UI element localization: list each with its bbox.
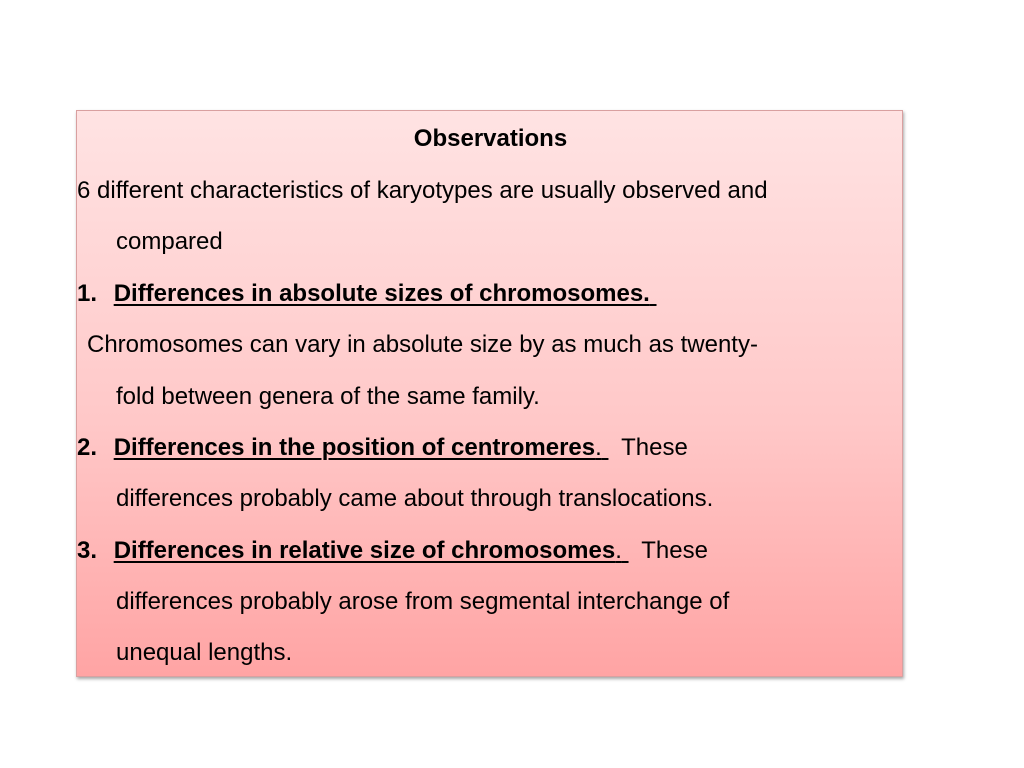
intro-line-2: compared: [116, 228, 223, 255]
intro-line-1: 6 different characteristics of karyotypes are usually observed and: [77, 177, 768, 204]
item-2-body-line: differences probably came about through translocations.: [116, 485, 714, 512]
item-2-heading-text: Differences in the position of centromeres: [113, 434, 596, 461]
item-3-heading-text: Differences in relative size of chromosomes: [113, 537, 616, 564]
item-2-heading-period: .: [595, 434, 602, 461]
item-3-heading-period: .: [615, 537, 622, 564]
item-2-heading-line: [77, 434, 688, 462]
item-1-body-line-2: fold between genera of the same family.: [116, 383, 540, 410]
item-3-trailing: These: [641, 537, 708, 564]
item-2-number: 2.: [77, 434, 98, 461]
item-3-number: 3.: [77, 537, 98, 564]
item-2-trailing: These: [621, 434, 688, 461]
item-1-heading-line: [77, 280, 657, 308]
observations-text-box: [76, 110, 903, 677]
item-1-heading: [114, 280, 657, 307]
item-1-number: 1.: [77, 280, 98, 307]
item-2-heading: [114, 434, 609, 461]
item-3-body-line-2: unequal lengths.: [116, 639, 293, 666]
slide-title: Observations: [413, 125, 568, 152]
item-3-heading-line: [77, 537, 708, 565]
item-1-body-line-1: Chromosomes can vary in absolute size by as much as twenty-: [87, 331, 758, 358]
item-1-heading-text: Differences in absolute sizes of chromosomes.: [113, 280, 650, 307]
item-3-heading: [114, 537, 629, 564]
item-3-body-line-1: differences probably arose from segmental interchange of: [116, 588, 730, 615]
